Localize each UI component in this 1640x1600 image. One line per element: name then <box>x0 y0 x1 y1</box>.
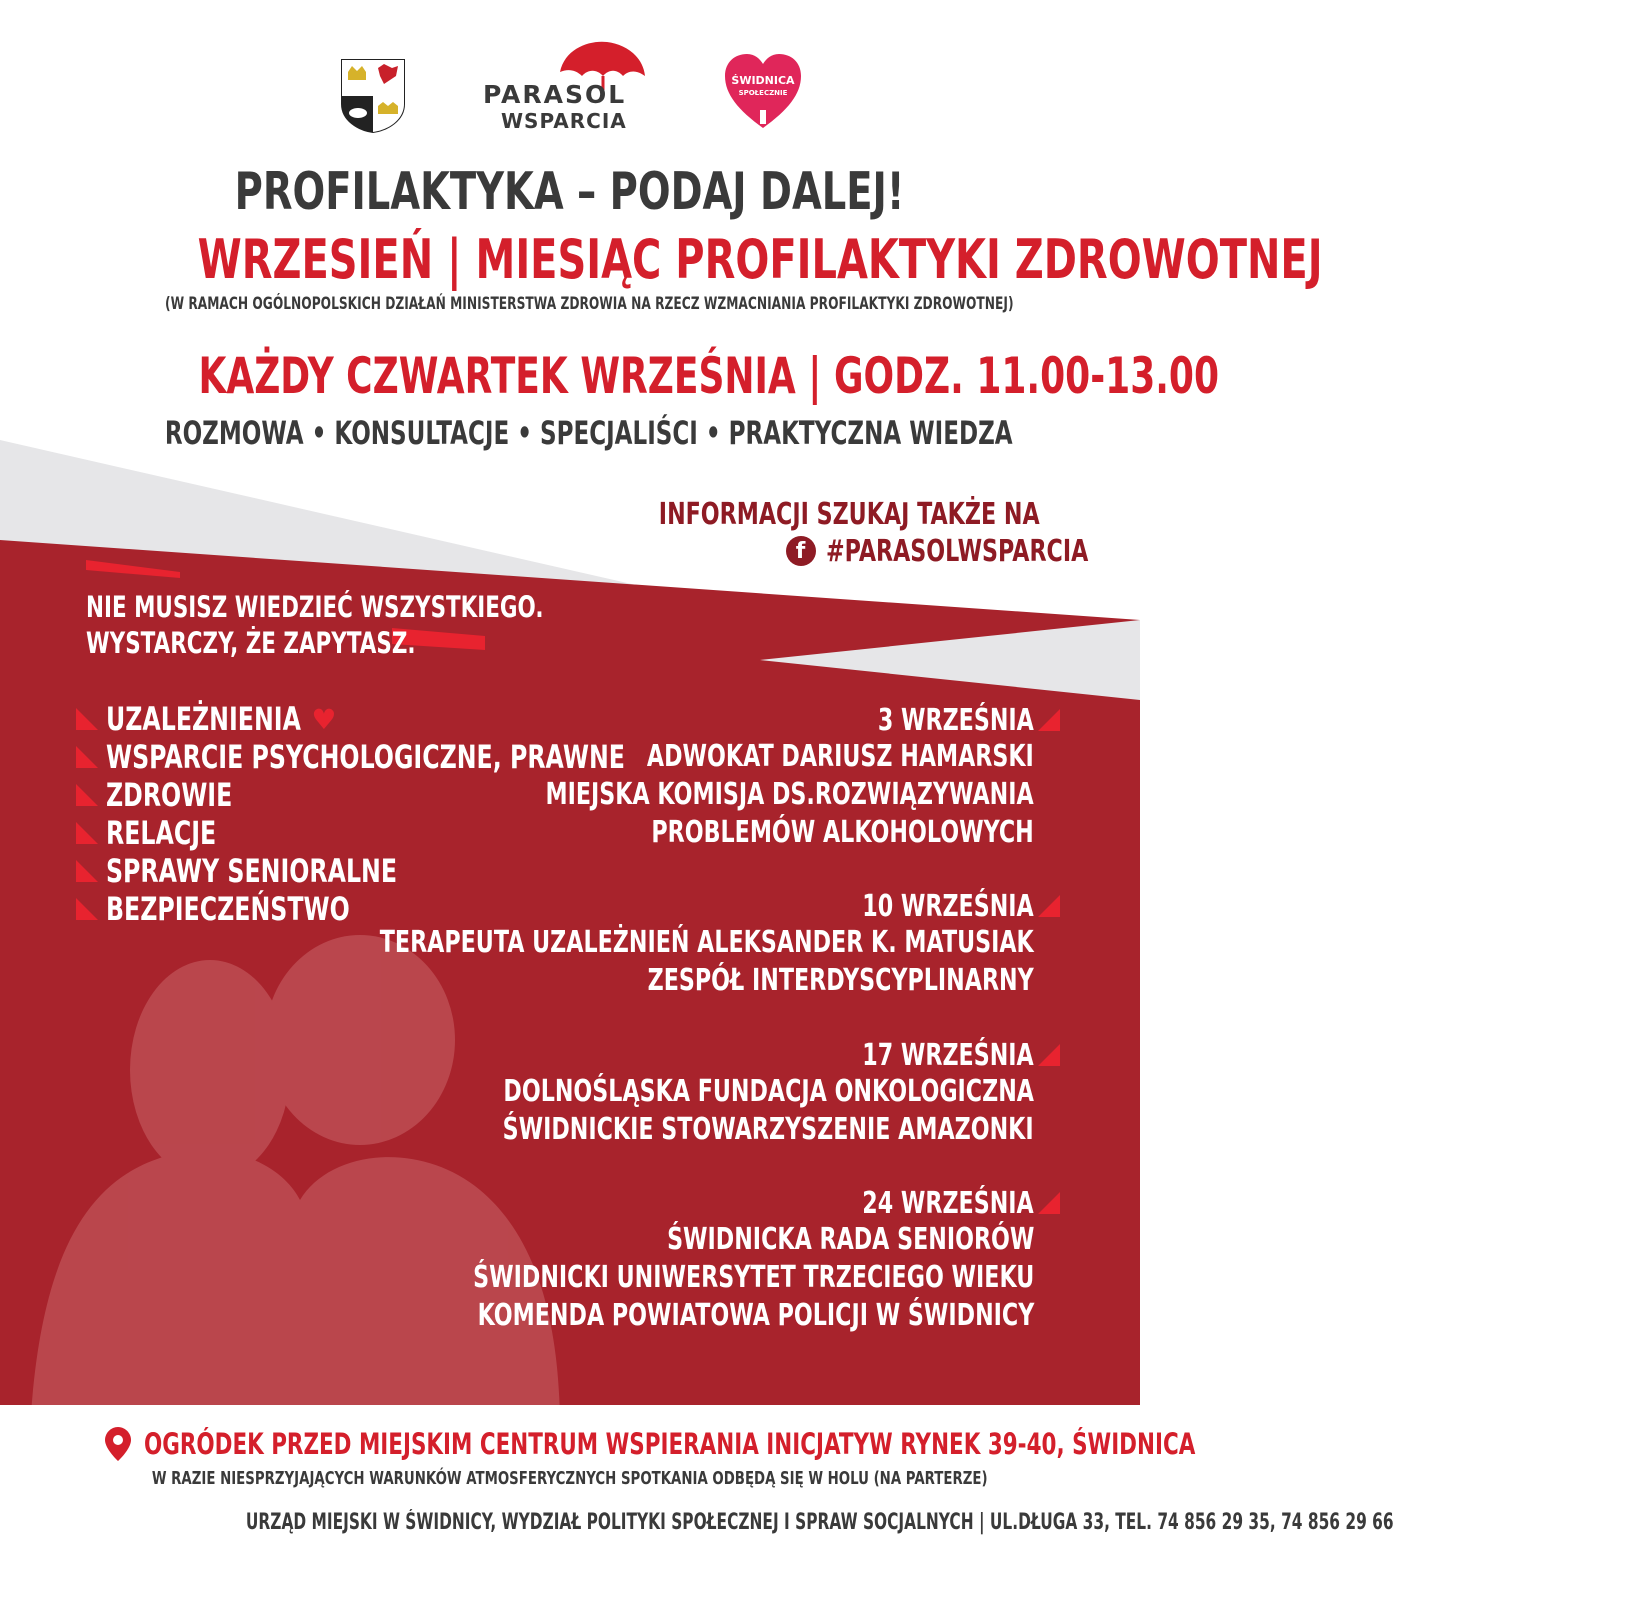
schedule-entry-1 <box>374 702 1060 852</box>
list-item <box>76 852 807 890</box>
schedule-line: ŚWIDNICKA RADA SENIORÓW <box>666 1222 1034 1257</box>
slogan-line-2: WYSTARCZY, ŻE ZAPYTASZ. <box>86 626 416 660</box>
schedule-entry-4 <box>276 1185 1060 1335</box>
schedule-line: ZESPÓŁ INTERDYSCYPLINARNY <box>647 963 1034 998</box>
page-title: PROFILAKTYKA – PODAJ DALEJ! <box>235 162 905 222</box>
topic-label: SPRAWY SENIORALNE <box>106 852 398 890</box>
schedule-date: 24 WRZEŚNIA <box>276 1185 1060 1221</box>
triangle-marker-icon <box>1038 1192 1060 1214</box>
parasol-wsparcia-logo <box>475 38 665 133</box>
offer-topics-line: ROZMOWA • KONSULTACJE • SPECJALIŚCI • PRAKTYCZNA WIEDZA <box>164 414 1013 452</box>
schedule-entry-2 <box>150 888 1060 1000</box>
schedule-date: 10 WRZEŚNIA <box>150 888 1060 924</box>
schedule-entry-3 <box>316 1037 1060 1149</box>
schedule-line: ADWOKAT DARIUSZ HAMARSKI <box>647 739 1034 774</box>
schedule-date: 17 WRZEŚNIA <box>316 1037 1060 1073</box>
office-contact: URZĄD MIEJSKI W ŚWIDNICY, WYDZIAŁ POLITYKI SPOŁECZNEJ I SPRAW SOCJALNYCH | UL.DŁUGA 33, TEL. 74 856 29 35, 74 856 29 66 <box>245 1510 1394 1535</box>
facebook-hashtag[interactable]: #PARASOLWSPARCIA <box>825 533 1088 569</box>
month-heading: WRZESIEŃ | MIESIĄC PROFILAKTYKI ZDROWOTNEJ <box>197 228 1323 291</box>
schedule-line: MIEJSKA KOMISJA DS.ROZWIĄZYWANIA <box>545 777 1034 812</box>
facebook-link[interactable] <box>786 533 1088 569</box>
schedule-date: 3 WRZEŚNIA <box>374 702 1060 738</box>
triangle-bullet-icon <box>76 898 98 920</box>
facebook-icon: f <box>786 536 816 566</box>
schedule-line: KOMENDA POWIATOWA POLICJI W ŚWIDNICY <box>477 1298 1034 1333</box>
schedule-time-heading: KAŻDY CZWARTEK WRZEŚNIA | GODZ. 11.00-13.00 <box>198 347 1220 405</box>
triangle-bullet-icon <box>76 822 98 844</box>
coat-of-arms-icon <box>340 58 406 134</box>
wsparcia-word: WSPARCIA <box>501 109 627 133</box>
swidnica-spolecznie-logo <box>723 52 803 132</box>
triangle-bullet-icon <box>76 860 98 882</box>
venue-text: OGRÓDEK PRZED MIEJSKIM CENTRUM WSPIERANIA INICJATYW RYNEK 39-40, ŚWIDNICA <box>144 1427 1196 1461</box>
heart-icon: ♥ <box>311 702 337 736</box>
triangle-bullet-icon <box>76 746 98 768</box>
location-pin-icon <box>105 1427 131 1461</box>
schedule-line: PROBLEMÓW ALKOHOLOWYCH <box>651 815 1034 850</box>
schedule-line: ŚWIDNICKI UNIWERSYTET TRZECIEGO WIEKU <box>472 1260 1034 1295</box>
schedule-line: ŚWIDNICKIE STOWARZYSZENIE AMAZONKI <box>502 1112 1034 1147</box>
topic-label: BEZPIECZEŃSTWO <box>106 890 350 928</box>
triangle-marker-icon <box>1038 895 1060 917</box>
topic-label: WSPARCIE PSYCHOLOGICZNE, PRAWNE <box>106 738 625 776</box>
triangle-marker-icon <box>1038 1044 1060 1066</box>
triangle-bullet-icon <box>76 784 98 806</box>
venue-line <box>0 1427 1196 1461</box>
topic-label: RELACJE <box>106 814 217 852</box>
slogan-line-1: NIE MUSISZ WIEDZIEĆ WSZYSTKIEGO. <box>86 590 544 624</box>
ministry-note: (W RAMACH OGÓLNOPOLSKICH DZIAŁAŃ MINISTERSTWA ZDROWIA NA RZECZ WZMACNIANIA PROFILAKTYKI ZDROWOTNEJ) <box>164 294 1014 314</box>
topic-label: ZDROWIE <box>106 776 233 814</box>
heart-logo-line1: ŚWIDNICA <box>731 74 795 87</box>
parasol-word: PARASOL <box>483 80 627 109</box>
info-label: INFORMACJI SZUKAJ TAKŻE NA <box>659 497 1040 532</box>
schedule-line: DOLNOŚLĄSKA FUNDACJA ONKOLOGICZNA <box>503 1074 1034 1109</box>
triangle-bullet-icon <box>76 708 98 730</box>
triangle-marker-icon <box>1038 709 1060 731</box>
weather-note: W RAZIE NIESPRZYJAJĄCYCH WARUNKÓW ATMOSFERYCZNYCH SPOTKANIA ODBĘDĄ SIĘ W HOLU (NA PARTERZE) <box>152 1468 988 1489</box>
schedule-line: TERAPEUTA UZALEŻNIEŃ ALEKSANDER K. MATUSIAK <box>380 925 1034 960</box>
topic-label: UZALEŻNIENIA <box>106 700 301 738</box>
heart-logo-line2: SPOŁECZNIE <box>738 89 788 97</box>
